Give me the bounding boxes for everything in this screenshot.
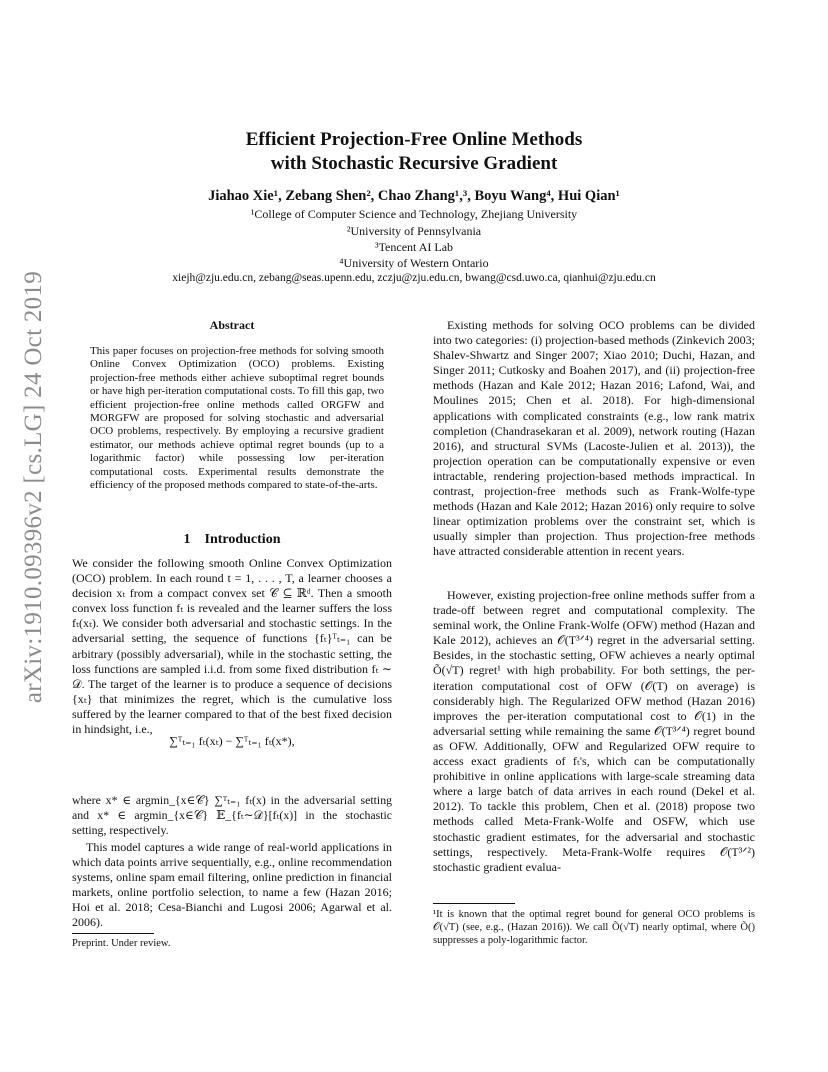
affiliation-1: ¹College of Computer Science and Technology, Zhejiang University [250,207,578,221]
abstract-heading: Abstract [209,318,255,332]
intro-paragraph-3: This model captures a wide range of real-world applications in which data points arrive sequentially, e.g., online recommendation systems, online spam email filtering, online prediction in financial markets, online portfolio selection, to name a few (Hazan 2016; Hoi et al. 2018; Cesa-Bianchi and Lugosi 2006; Agarwal et al. 2006). [72,840,392,930]
affiliation-2: ²University of Pennsylvania [346,224,482,238]
regret-equation: ∑ᵀₜ₌₁ fₜ(xₜ) − ∑ᵀₜ₌₁ fₜ(x*), [169,734,295,748]
footnote-rule-right [433,903,515,904]
footnote-1: ¹It is known that the optimal regret bound for general OCO problems is 𝒪(√T) (see, e.g., (Hazan 2016)). We call Õ(√T) nearly optimal, where Õ() suppresses a poly-logarithmic factor. [433,909,755,946]
affiliation-3: ³Tencent AI Lab [374,240,454,254]
paper-title [100,128,728,176]
section-heading-introduction [72,532,392,548]
footnote-rule-left [72,933,154,934]
abstract-text: This paper focuses on projection-free methods for solving smooth Online Convex Optimization (OCO) problems. Existing projection-free methods either achieve suboptimal regret bounds or have high per-iteration computational costs. To fill this gap, two efficient projection-free online methods called ORGFW and MORGFW are proposed for solving stochastic and adversarial OCO problems, respectively. By employing a recursive gradient estimator, our methods achieve optimal regret bounds (up to a logarithmic factor) while possessing low per-iteration computational costs. Experimental results demonstrate the efficiency of the proposed methods compared to state-of-the-arts. [90,345,384,492]
intro-paragraph-2: where x* ∈ argmin_{x∈𝒞} ∑ᵀₜ₌₁ fₜ(x) in the adversarial setting and x* ∈ argmin_{x∈𝒞} 𝔼_{fₜ∼𝒟}[fₜ(x)] in the stochastic setting, respectively. [72,793,392,838]
arxiv-identifier-text: arXiv:1910.09396v2 [cs.LG] 24 Oct 2019 [20,270,48,704]
title-line-1: Efficient Projection-Free Online Methods [245,129,583,150]
section-number: 1 [183,532,191,547]
preprint-note: Preprint. Under review. [72,938,171,949]
intro-paragraph-1: We consider the following smooth Online Convex Optimization (OCO) problem. In each round t = 1, . . . , T, a learner chooses a decision xₜ from a compact convex set 𝒞 ⊆ ℝᵈ. Then a smooth convex loss function fₜ is revealed and the learner suffers the loss fₜ(xₜ). We consider both adversarial and stochastic settings. In the adversarial setting, the sequence of functions {fₜ}ᵀₜ₌₁ can be arbitrary (possibly adversarial), while in the stochastic setting, the loss functions are sampled i.i.d. from some fixed distribution fₜ ∼ 𝒟. The target of the learner is to produce a sequence of decisions {xₜ} that minimizes the regret, which is the cumulative loss suffered by the learner compared to that of the best fixed decision in hindsight, i.e., [72,556,392,737]
author-list: Jiahao Xie¹, Zebang Shen², Chao Zhang¹,³, Boyu Wang⁴, Hui Qian¹ [208,188,620,204]
right-paragraph-1: Existing methods for solving OCO problems can be divided into two categories: (i) projection-based methods (Zinkevich 2003; Shalev-Shwartz and Singer 2007; Xiao 2010; Duchi, Hazan, and Singer 2011; Cutkosky and Boahen 2017), and (ii) projection-free methods (Hazan and Kale 2012; Hazan 2016; Lafond, Wai, and Moulines 2015; Chen et al. 2018). For high-dimensional applications with complicated constraints (e.g., low rank matrix completion (Chandrasekaran et al. 2009), network routing (Hazan 2016), and structural SVMs (Lacoste-Julien et al. 2013)), the projection operation can be computationally expensive or even intractable, rendering projection-based methods impractical. In contrast, projection-free methods such as Frank-Wolfe-type methods (Hazan and Kale 2012; Hazan 2016) only require to solve linear optimization problems over the constraint set, which is usually simpler than projection. Thus projection-free methods have attracted considerable attention in recent years. [433,318,755,559]
affiliation-4: ⁴University of Western Ontario [339,256,489,270]
author-emails: xiejh@zju.edu.cn, zebang@seas.upenn.edu, zczju@zju.edu.cn, bwang@csd.uwo.ca, qianhui@zju.edu.cn [172,272,656,284]
title-line-2: with Stochastic Recursive Gradient [270,153,558,174]
section-title: Introduction [204,532,281,547]
arxiv-identifier-stamp[interactable] [14,262,54,712]
right-paragraph-2: However, existing projection-free online methods suffer from a trade-off between regret and computational complexity. The seminal work, the Online Frank-Wolfe (OFW) method (Hazan and Kale 2012), achieves an 𝒪(T³ᐟ⁴) regret in the adversarial setting. Besides, in the stochastic setting, OFW achieves a nearly optimal Õ(√T) regret¹ with high probability. For both settings, the per-iteration computational cost of OFW (𝒪(T) on average) is considerably high. The Regularized OFW method (Hazan 2016) improves the per-iteration computational cost to 𝒪(1) in the adversarial setting while remaining the same 𝒪(T³ᐟ⁴) regret bound as OFW. Additionally, OFW and Regularized OFW require to access exact gradients of fₜ's, which can be computationally prohibitive in online applications with large-scale streaming data where a large batch of data arrives in each round (Dekel et al. 2012). To tackle this problem, Chen et al. (2018) propose two methods called Meta-Frank-Wolfe and OSFW, which use stochastic gradient estimates, for the adversarial and stochastic settings, respectively. Meta-Frank-Wolfe requires 𝒪(T³ᐟ²) stochastic gradient evalua- [433,588,755,874]
